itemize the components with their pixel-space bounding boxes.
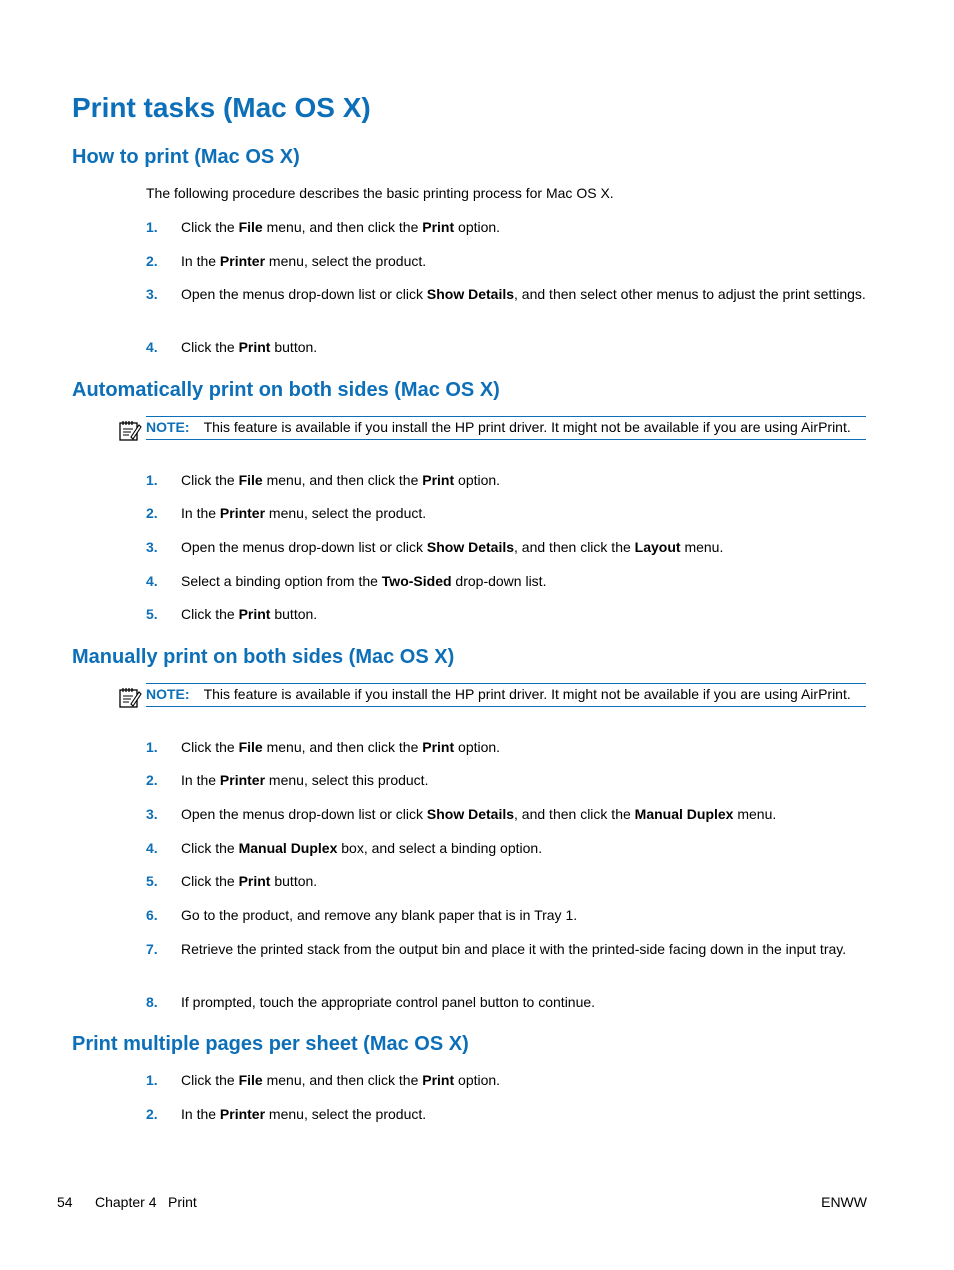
- step-text-run: menu, select the product.: [265, 1106, 427, 1122]
- step-number: 7.: [146, 941, 158, 957]
- step-text: [181, 737, 868, 757]
- step-text-run: menu.: [680, 539, 724, 555]
- step-text-run: drop-down list.: [451, 573, 547, 589]
- step-number: 2.: [146, 253, 158, 269]
- footer-doc-code: ENWW: [821, 1194, 867, 1210]
- step-bold-term: Printer: [219, 505, 266, 521]
- note-label: NOTE:: [146, 419, 190, 435]
- step-bold-term: Show Details: [426, 539, 515, 555]
- step-text-run: menu, and then click the: [262, 1072, 423, 1088]
- step-bold-term: Two-Sided: [381, 573, 452, 589]
- note-box: [146, 683, 866, 707]
- step-bold-term: File: [238, 739, 263, 755]
- step-number: 4.: [146, 339, 158, 355]
- step-bold-term: Print: [422, 1072, 455, 1088]
- step-bold-term: Manual Duplex: [238, 840, 338, 856]
- footer-chapter: Chapter 4: [95, 1194, 157, 1210]
- step-bold-term: Print: [238, 873, 271, 889]
- step-text: [181, 871, 868, 891]
- step-text-run: menu, select the product.: [265, 505, 427, 521]
- note-text: This feature is available if you install the HP print driver. It might not be available if you are using AirPrint.: [203, 686, 851, 702]
- step-bold-term: Print: [422, 472, 455, 488]
- step-text-run: Click the: [181, 472, 239, 488]
- step-text: [181, 337, 868, 357]
- step-number: 8.: [146, 994, 158, 1010]
- step-text-run: In the: [181, 505, 220, 521]
- step-text-run: button.: [270, 606, 318, 622]
- step-text-run: option.: [454, 219, 501, 235]
- section-heading-auto-duplex: Automatically print on both sides (Mac OS X): [72, 379, 500, 401]
- step-text-run: Click the: [181, 840, 239, 856]
- step-number: 4.: [146, 573, 158, 589]
- step-bold-term: Print: [238, 339, 271, 355]
- section-heading-manual-duplex: Manually print on both sides (Mac OS X): [72, 646, 455, 668]
- step-number: 2.: [146, 1106, 158, 1122]
- step-text: [181, 1104, 868, 1124]
- step-number: 2.: [146, 772, 158, 788]
- step-text: [181, 284, 868, 304]
- step-text-run: menu, and then click the: [262, 472, 423, 488]
- step-bold-term: File: [238, 219, 263, 235]
- step-bold-term: Printer: [219, 772, 266, 788]
- step-text-run: button.: [270, 873, 318, 889]
- step-bold-term: Print: [422, 219, 455, 235]
- step-text: [181, 1070, 868, 1090]
- step-number: 3.: [146, 286, 158, 302]
- step-text-run: Click the: [181, 219, 239, 235]
- section-intro: The following procedure describes the basic printing process for Mac OS X.: [146, 185, 614, 201]
- page-number: 54: [57, 1194, 73, 1210]
- step-text: [181, 217, 868, 237]
- step-number: 1.: [146, 739, 158, 755]
- step-text-run: option.: [454, 472, 501, 488]
- step-text-run: Click the: [181, 606, 239, 622]
- step-text: [181, 905, 868, 925]
- step-number: 1.: [146, 219, 158, 235]
- note-pad-icon: [118, 686, 142, 708]
- step-text: [181, 604, 868, 624]
- note-pad-icon: [118, 419, 142, 441]
- step-number: 2.: [146, 505, 158, 521]
- step-number: 5.: [146, 873, 158, 889]
- step-text-run: , and then click the: [514, 539, 635, 555]
- step-bold-term: Show Details: [426, 286, 515, 302]
- step-text-run: option.: [454, 1072, 501, 1088]
- step-number: 6.: [146, 907, 158, 923]
- step-bold-term: Printer: [219, 1106, 266, 1122]
- step-text-run: In the: [181, 772, 220, 788]
- step-text-run: menu, select this product.: [265, 772, 429, 788]
- step-text: [181, 992, 868, 1012]
- step-bold-term: Layout: [634, 539, 681, 555]
- note-text: This feature is available if you install the HP print driver. It might not be available if you are using AirPrint.: [203, 419, 851, 435]
- step-bold-term: File: [238, 472, 263, 488]
- step-text-run: Click the: [181, 339, 239, 355]
- step-text-run: If prompted, touch the appropriate control panel button to continue.: [181, 994, 596, 1010]
- step-text-run: Click the: [181, 873, 239, 889]
- step-text-run: button.: [270, 339, 318, 355]
- step-text-run: Click the: [181, 739, 239, 755]
- step-text-run: Go to the product, and remove any blank paper that is in Tray 1.: [181, 907, 578, 923]
- step-text: [181, 503, 868, 523]
- section-heading-how-to-print: How to print (Mac OS X): [72, 146, 300, 168]
- step-bold-term: File: [238, 1072, 263, 1088]
- step-text: [181, 571, 868, 591]
- step-number: 5.: [146, 606, 158, 622]
- step-text-run: menu, and then click the: [262, 739, 423, 755]
- step-number: 1.: [146, 1072, 158, 1088]
- note-box: [146, 416, 866, 440]
- step-text-run: menu, select the product.: [265, 253, 427, 269]
- step-bold-term: Manual Duplex: [634, 806, 734, 822]
- step-text-run: , and then click the: [514, 806, 635, 822]
- step-bold-term: Printer: [219, 253, 266, 269]
- step-text-run: , and then select other menus to adjust the print settings.: [514, 286, 866, 302]
- footer-chapter-title: Print: [168, 1194, 197, 1210]
- step-text-run: Click the: [181, 1072, 239, 1088]
- step-text-run: Open the menus drop-down list or click: [181, 539, 427, 555]
- step-text: [181, 251, 868, 271]
- step-text-run: Open the menus drop-down list or click: [181, 806, 427, 822]
- page-title: Print tasks (Mac OS X): [72, 92, 371, 123]
- step-text: [181, 470, 868, 490]
- step-text-run: In the: [181, 253, 220, 269]
- step-text-run: Retrieve the printed stack from the output bin and place it with the printed-side facing down in the input tray.: [181, 941, 847, 957]
- step-text-run: box, and select a binding option.: [337, 840, 543, 856]
- note-label: NOTE:: [146, 686, 190, 702]
- step-text: [181, 770, 868, 790]
- step-number: 3.: [146, 539, 158, 555]
- step-text-run: In the: [181, 1106, 220, 1122]
- step-number: 3.: [146, 806, 158, 822]
- step-text: [181, 838, 868, 858]
- step-text: [181, 939, 868, 959]
- step-number: 4.: [146, 840, 158, 856]
- step-text-run: option.: [454, 739, 501, 755]
- step-text: [181, 537, 868, 557]
- step-text-run: menu.: [733, 806, 777, 822]
- step-text-run: Open the menus drop-down list or click: [181, 286, 427, 302]
- step-text-run: menu, and then click the: [262, 219, 423, 235]
- step-bold-term: Print: [238, 606, 271, 622]
- step-bold-term: Print: [422, 739, 455, 755]
- step-text-run: Select a binding option from the: [181, 573, 382, 589]
- step-bold-term: Show Details: [426, 806, 515, 822]
- step-text: [181, 804, 868, 824]
- step-number: 1.: [146, 472, 158, 488]
- section-heading-pages-per-sheet: Print multiple pages per sheet (Mac OS X): [72, 1033, 469, 1055]
